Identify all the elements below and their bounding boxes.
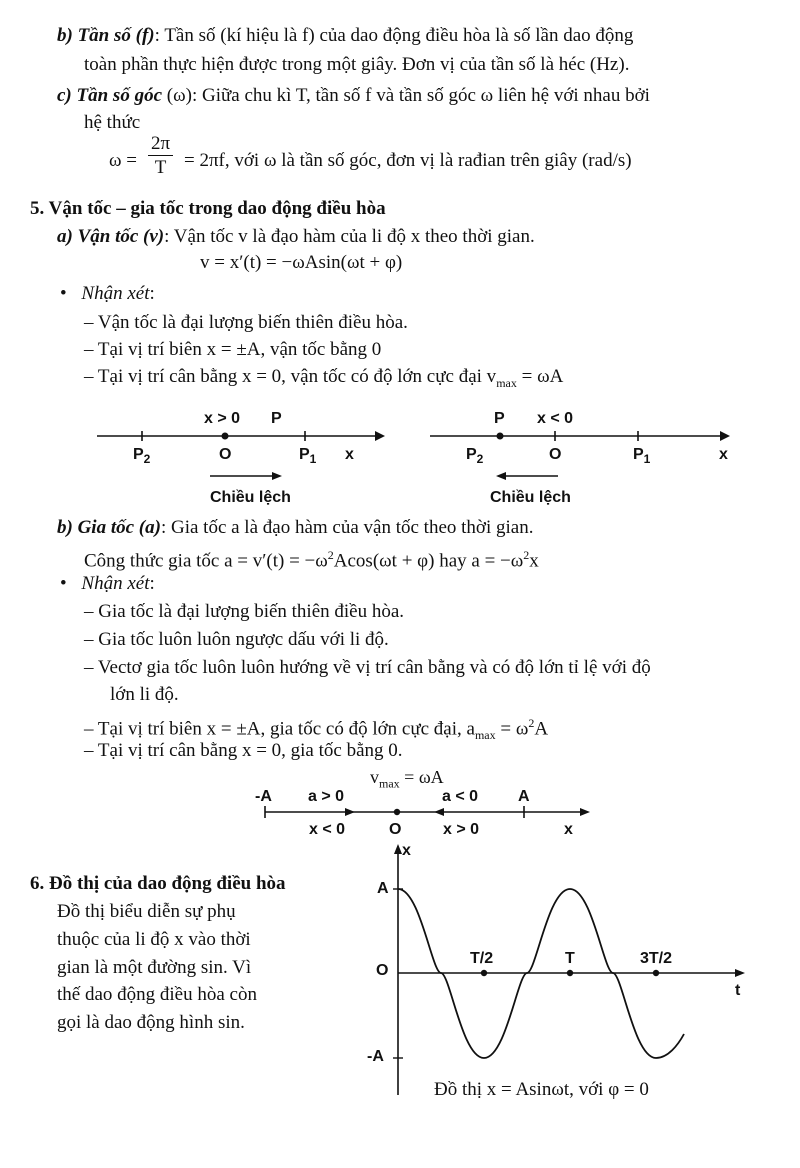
graph-label-x: x xyxy=(402,842,411,859)
angular-freq-label: c) Tần số góc xyxy=(57,85,163,106)
angular-freq-omega: (ω) xyxy=(162,85,192,106)
angular-freq-text-1: : Giữa chu kì T, tần số f và tần số góc ω liên hệ với nhau bởi xyxy=(191,85,650,106)
axis-label-x-neg: x < 0 xyxy=(309,821,346,838)
axis-label-a-pos: a > 0 xyxy=(308,788,345,805)
angular-freq-text-2: hệ thức xyxy=(84,112,141,133)
axis-vmax: $v_{max} = \omega A$ xyxy=(370,767,444,791)
formula-numerator: 2π xyxy=(148,133,173,156)
graph-label-t-axis: t xyxy=(735,982,741,999)
velocity-formula: v = x′(t) = −ωAsin(ωt + φ) xyxy=(200,252,403,273)
right-label-p1: $P_1$ xyxy=(633,446,651,467)
graph-label-t: T xyxy=(565,950,575,967)
graph-label-half-t: T/2 xyxy=(470,950,494,967)
graph-point-t xyxy=(567,970,573,976)
freq-text-2: toàn phần thực hiện được trong một giây. Đơn vị của tần số là héc (Hz). xyxy=(84,54,630,75)
graph-point-half-t xyxy=(481,970,487,976)
graph-t-axis-arrowhead xyxy=(735,969,745,977)
right-label-p: P xyxy=(494,410,505,427)
bullet-icon: • xyxy=(60,283,67,304)
velocity-label: a) Vận tốc (v) xyxy=(57,226,165,247)
freq-label: b) Tần số (f) xyxy=(57,25,155,46)
vmax-tail: = ωA xyxy=(516,366,564,387)
graph-point-three-half-t xyxy=(653,970,659,976)
accel-note-5: – Tại vị trí cân bằng x = 0, gia tốc bằng 0. xyxy=(84,740,403,761)
freq-text-1: : Tần số (kí hiệu là f) của dao động điều hòa là số lần dao động xyxy=(154,25,634,46)
velocity-note-1: – Vận tốc là đại lượng biến thiên điều hòa. xyxy=(84,312,408,333)
graph-label-three-half-t: 3T/2 xyxy=(640,950,673,967)
section-5-heading: 5. Vận tốc – gia tốc trong dao động điều hòa xyxy=(30,198,386,219)
formula-lhs: ω = xyxy=(109,150,137,171)
axis-label-a-neg: a < 0 xyxy=(442,788,479,805)
graph-label-o: O xyxy=(376,962,389,979)
right-label-x: x xyxy=(719,446,728,463)
velocity-text: : Vận tốc v là đạo hàm của li độ x theo thời gian. xyxy=(164,226,535,247)
remark-label: Nhận xét xyxy=(81,283,150,304)
graph-desc-4: thế dao động điều hòa còn xyxy=(57,984,257,1005)
left-label-x: x xyxy=(345,446,354,463)
graph-x-axis-arrowhead xyxy=(394,844,402,854)
left-caption: Chiều lệch xyxy=(210,489,291,506)
axis-label-x: x xyxy=(564,821,573,838)
vmax-subscript: max xyxy=(496,375,517,390)
left-label-p2: $P_2$ xyxy=(133,446,151,467)
graph-desc-3: gian là một đường sin. Vì xyxy=(57,957,252,978)
left-label-o: O xyxy=(219,446,232,463)
axis-label-o: O xyxy=(389,821,402,838)
accel-note-4: – Tại vị trí biên x = ±A, gia tốc có độ lớn cực đại, $a_{max} = \omega^2A$ xyxy=(84,716,549,743)
right-label-p2: $P_2$ xyxy=(466,446,484,467)
accel-note-2: – Gia tốc luôn luôn ngược dấu với li độ. xyxy=(84,629,389,650)
graph-desc-2: thuộc của li độ x vào thời xyxy=(57,929,251,950)
right-caption: Chiều lệch xyxy=(490,489,571,506)
right-label-x-neg: x < 0 xyxy=(537,410,574,427)
axis-label-x-pos: x > 0 xyxy=(443,821,480,838)
left-label-x-pos: x > 0 xyxy=(204,410,241,427)
accel-formula: Công thức gia tốc $a = v'(t) = -\omega^2Acos(\omega t + \varphi)$ hay $a = -\omega^2x$ xyxy=(84,548,539,572)
accel-label: b) Gia tốc (a) xyxy=(57,517,161,538)
graph-desc-5: gọi là dao động hình sin. xyxy=(57,1012,245,1033)
bullet-icon: • xyxy=(60,573,67,594)
section-6-heading: 6. Đồ thị của dao động điều hòa xyxy=(30,873,286,894)
formula-rhs: = 2πf, với ω là tần số góc, đơn vị là rađian trên giây (rad/s) xyxy=(184,150,632,171)
axis-label-a: A xyxy=(518,788,530,805)
graph-caption: Đồ thị x = Asinωt, với φ = 0 xyxy=(434,1079,649,1100)
graph-label-minus-a: -A xyxy=(367,1048,384,1065)
left-label-p: P xyxy=(271,410,282,427)
right-label-o: O xyxy=(549,446,562,463)
velocity-remark: • Nhận xét: xyxy=(60,283,155,304)
accel-remark: • Nhận xét: xyxy=(60,573,155,594)
velocity-note-2: – Tại vị trí biên x = ±A, vận tốc bằng 0 xyxy=(84,339,382,360)
velocity-note-3-text: – Tại vị trí cân bằng x = 0, vận tốc có độ lớn cực đại v xyxy=(84,366,497,387)
formula-denominator: T xyxy=(154,157,167,178)
accel-note-1: – Gia tốc là đại lượng biến thiên điều hòa. xyxy=(84,601,405,622)
remark-label: Nhận xét xyxy=(81,573,150,594)
accel-note-3: – Vectơ gia tốc luôn luôn hướng về vị trí cân bằng và có độ lớn tỉ lệ với độ xyxy=(84,657,651,678)
accel-note-3-cont: lớn li độ. xyxy=(110,684,179,705)
graph-label-a: A xyxy=(377,880,389,897)
axis-label-minus-a: -A xyxy=(255,788,272,805)
graph-desc-1: Đồ thị biểu diễn sự phụ xyxy=(57,901,236,922)
accel-text: : Gia tốc a là đạo hàm của vận tốc theo thời gian. xyxy=(160,517,534,538)
left-label-p1: $P_1$ xyxy=(299,446,317,467)
